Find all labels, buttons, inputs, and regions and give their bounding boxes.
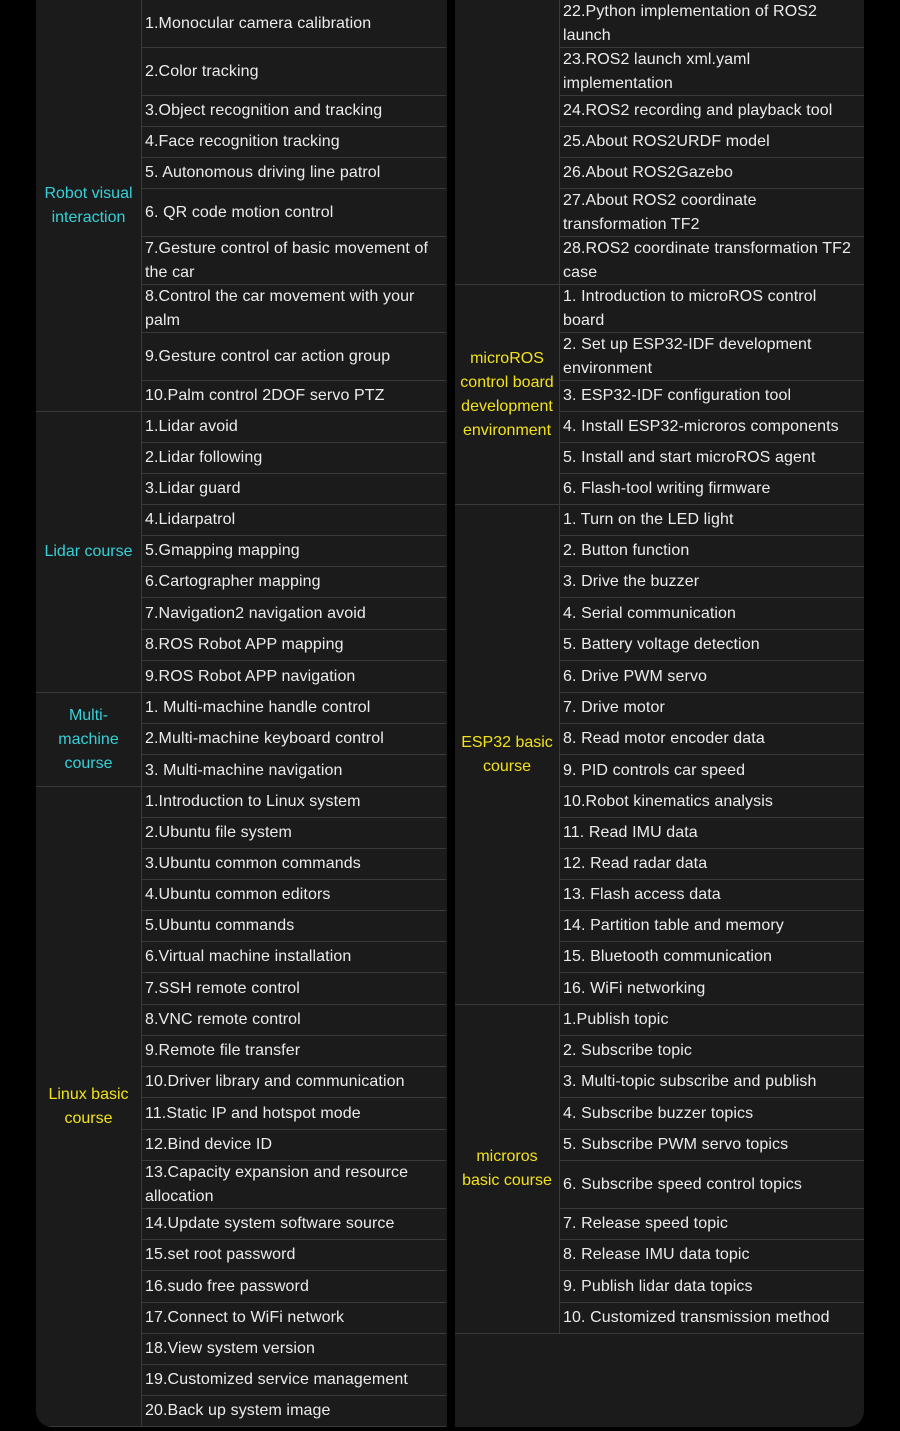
course-item-label: 3. Multi-topic subscribe and publish (563, 1073, 817, 1090)
category-label: microros basic course (462, 1148, 552, 1189)
course-item (141, 942, 446, 973)
course-item-label: 15.set root password (145, 1246, 296, 1263)
course-item-label: 1.Lidar avoid (145, 418, 238, 435)
course-item-label: 1.Monocular camera calibration (145, 14, 372, 32)
category-label: Robot visual interaction (44, 184, 133, 226)
course-item (559, 911, 864, 942)
course-item-label: 27.About ROS2 coordinate transformation TF2 (563, 191, 757, 233)
course-item-label: 1. Turn on the LED light (563, 511, 734, 528)
course-item (559, 1161, 864, 1209)
course-item-label: 8.Control the car movement with your palm (145, 287, 415, 329)
course-item (559, 127, 864, 158)
course-item-label: 9. PID controls car speed (563, 761, 746, 779)
course-item-label: 3.Lidar guard (145, 480, 241, 497)
course-item-label: 7.Gesture control of basic movement of the car (145, 239, 429, 281)
course-item-label: 13. Flash access data (563, 886, 721, 903)
course-item (141, 536, 446, 567)
course-item-label: 7. Drive motor (563, 699, 665, 716)
category-microros-control-board-development-environment (455, 285, 559, 505)
course-item (559, 474, 864, 505)
course-item-label: 3. Drive the buzzer (563, 573, 700, 590)
course-item (141, 1209, 446, 1240)
course-item-label: 8. Release IMU data topic (563, 1246, 750, 1263)
course-item-label: 14. Partition table and memory (563, 917, 784, 934)
course-item (141, 567, 446, 598)
course-item-label: 3.Object recognition and tracking (145, 102, 383, 119)
course-item (141, 1334, 446, 1365)
course-item-label: 1.Introduction to Linux system (145, 793, 361, 810)
course-item-label: 6. Subscribe speed control topics (563, 1175, 802, 1193)
course-item (141, 96, 446, 127)
category-esp32-basic-course (455, 505, 559, 1005)
course-item (559, 1005, 864, 1036)
course-item-label: 7.SSH remote control (145, 979, 300, 997)
course-item-label: 6.Virtual machine installation (145, 948, 352, 965)
course-item (559, 880, 864, 911)
category-robot-visual-interaction (36, 0, 141, 412)
course-item-label: 5.Ubuntu commands (145, 917, 295, 934)
course-item-label: 7. Release speed topic (563, 1215, 728, 1232)
column-divider (447, 0, 455, 1427)
category-linux-basic-course (36, 787, 141, 1427)
course-item (141, 818, 446, 849)
course-item-label: 2.Ubuntu file system (145, 824, 292, 841)
course-item (141, 505, 446, 536)
course-item (141, 661, 446, 693)
category-microros-basic-course (455, 1005, 559, 1334)
course-item-label: 1.Publish topic (563, 1011, 669, 1028)
course-item-label: 5. Autonomous driving line patrol (145, 164, 381, 181)
course-item-label: 5. Battery voltage detection (563, 636, 760, 653)
course-item (559, 693, 864, 724)
course-item (141, 1271, 446, 1303)
course-item (559, 661, 864, 693)
course-item (141, 911, 446, 942)
course-item-label: 10.Palm control 2DOF servo PTZ (145, 387, 385, 404)
course-item-label: 4.Lidarpatrol (145, 511, 236, 528)
course-item-label: 8.VNC remote control (145, 1011, 301, 1028)
course-item-label: 17.Connect to WiFi network (145, 1309, 345, 1326)
course-item (141, 237, 446, 285)
course-item-label: 2.Multi-machine keyboard control (145, 730, 384, 747)
course-item-label: 5. Install and start microROS agent (563, 449, 816, 466)
course-item-label: 10.Driver library and communication (145, 1073, 405, 1090)
course-item-label: 6. Flash-tool writing firmware (563, 480, 771, 497)
course-item (559, 567, 864, 598)
course-item-label: 14.Update system software source (145, 1215, 395, 1232)
course-item-label: 12.Bind device ID (145, 1136, 273, 1153)
course-item-label: 10. Customized transmission method (563, 1309, 830, 1326)
course-item (559, 412, 864, 443)
course-item-label: 22.Python implementation of ROS2 launch (563, 2, 818, 44)
course-item-label: 1. Multi-machine handle control (145, 699, 371, 716)
course-item (559, 48, 864, 96)
course-item-label: 9.ROS Robot APP navigation (145, 667, 356, 685)
course-item-label: 6. QR code motion control (145, 203, 334, 221)
course-item-label: 2.Color tracking (145, 62, 259, 80)
course-item (559, 724, 864, 755)
category-label: microROS control board development environment (460, 349, 554, 439)
course-item (559, 381, 864, 412)
course-item (559, 0, 864, 48)
course-item-label: 15. Bluetooth communication (563, 948, 773, 965)
course-item (559, 536, 864, 567)
course-item (141, 381, 446, 412)
course-item (559, 1067, 864, 1098)
course-item (141, 973, 446, 1005)
course-item (141, 285, 446, 333)
course-item-label: 23.ROS2 launch xml.yaml implementation (563, 50, 751, 92)
course-item (141, 1240, 446, 1271)
course-item-label: 26.About ROS2Gazebo (563, 164, 734, 181)
course-item (559, 849, 864, 880)
course-item (141, 333, 446, 381)
category-label: Linux basic course (48, 1085, 129, 1127)
course-item-label: 5.Gmapping mapping (145, 542, 300, 559)
course-item-label: 2. Button function (563, 542, 690, 559)
course-item (141, 1098, 446, 1130)
course-item-label: 8. Read motor encoder data (563, 730, 765, 747)
course-item-label: 4.Face recognition tracking (145, 133, 340, 150)
course-item (141, 1161, 446, 1209)
course-item (141, 443, 446, 474)
course-item (559, 1303, 864, 1334)
course-item-label: 5. Subscribe PWM servo topics (563, 1136, 789, 1153)
course-item-label: 11. Read IMU data (563, 824, 698, 841)
course-item (559, 973, 864, 1005)
course-item-label: 19.Customized service management (145, 1371, 408, 1388)
course-item (141, 1396, 446, 1427)
course-item (141, 880, 446, 911)
course-item-label: 24.ROS2 recording and playback tool (563, 102, 833, 119)
course-item (141, 693, 446, 724)
course-item-label: 6. Drive PWM servo (563, 667, 708, 685)
course-item (141, 1067, 446, 1098)
course-item (141, 474, 446, 505)
course-item-label: 4. Install ESP32-microros components (563, 418, 839, 435)
course-item (141, 1005, 446, 1036)
course-item (559, 505, 864, 536)
course-item-label: 3.Ubuntu common commands (145, 855, 361, 872)
course-item-label: 2.Lidar following (145, 449, 263, 466)
course-item (141, 1303, 446, 1334)
course-item (141, 127, 446, 158)
course-item (559, 285, 864, 333)
course-item (559, 1240, 864, 1271)
course-item (559, 1036, 864, 1067)
course-item-label: 11.Static IP and hotspot mode (145, 1104, 361, 1122)
course-item-label: 18.View system version (145, 1340, 315, 1357)
course-item (141, 412, 446, 443)
category-multi-machine-course (36, 693, 141, 787)
course-item (141, 158, 446, 189)
course-item (559, 1209, 864, 1240)
category-label: Lidar course (44, 543, 133, 560)
course-item-label: 20.Back up system image (145, 1402, 331, 1419)
course-item (559, 237, 864, 285)
course-item (559, 189, 864, 237)
course-item-label: 10.Robot kinematics analysis (563, 793, 774, 810)
course-item (141, 598, 446, 630)
course-item-label: 9.Gesture control car action group (145, 347, 391, 365)
course-item-label: 3. Multi-machine navigation (145, 761, 343, 779)
course-item-label: 16.sudo free password (145, 1277, 309, 1295)
course-item-label: 4.Ubuntu common editors (145, 886, 331, 903)
category-label: Multi- machine course (58, 706, 119, 772)
course-item-label: 25.About ROS2URDF model (563, 133, 770, 150)
course-item (559, 1271, 864, 1303)
course-item-label: 13.Capacity expansion and resource allocation (145, 1163, 409, 1205)
course-item (141, 189, 446, 237)
course-item-label: 7.Navigation2 navigation avoid (145, 604, 366, 622)
course-item (559, 942, 864, 973)
course-item (141, 1365, 446, 1396)
course-item (559, 630, 864, 661)
course-item (559, 1130, 864, 1161)
course-item-label: 6.Cartographer mapping (145, 573, 321, 590)
course-table (36, 0, 864, 1427)
course-item (141, 0, 446, 48)
course-item-label: 16. WiFi networking (563, 979, 706, 997)
category-lidar-course (36, 412, 141, 693)
category-ros2-continued (455, 0, 559, 285)
course-item (559, 818, 864, 849)
course-item (141, 1036, 446, 1067)
course-item (559, 96, 864, 127)
course-item-label: 9.Remote file transfer (145, 1042, 301, 1059)
course-item (559, 1098, 864, 1130)
course-item (559, 598, 864, 630)
course-item (141, 724, 446, 755)
course-item-label: 1. Introduction to microROS control board (563, 287, 817, 329)
course-item (559, 755, 864, 787)
course-item (141, 48, 446, 96)
course-item (141, 849, 446, 880)
course-item-label: 9. Publish lidar data topics (563, 1277, 753, 1295)
course-item (141, 1130, 446, 1161)
category-label: ESP32 basic course (461, 733, 553, 775)
course-item-label: 3. ESP32-IDF configuration tool (563, 387, 792, 404)
course-item-label: 2. Set up ESP32-IDF development environment (563, 335, 812, 377)
course-item (141, 755, 446, 787)
course-item (559, 443, 864, 474)
course-item (559, 333, 864, 381)
course-item (559, 158, 864, 189)
course-item-label: 8.ROS Robot APP mapping (145, 636, 344, 653)
course-item-label: 4. Serial communication (563, 604, 737, 622)
course-item-label: 12. Read radar data (563, 855, 708, 872)
course-item-label: 2. Subscribe topic (563, 1042, 692, 1059)
course-item-label: 4. Subscribe buzzer topics (563, 1104, 754, 1122)
course-item (559, 787, 864, 818)
course-item (141, 630, 446, 661)
course-item-label: 28.ROS2 coordinate transformation TF2 case (563, 239, 851, 281)
course-item (141, 787, 446, 818)
